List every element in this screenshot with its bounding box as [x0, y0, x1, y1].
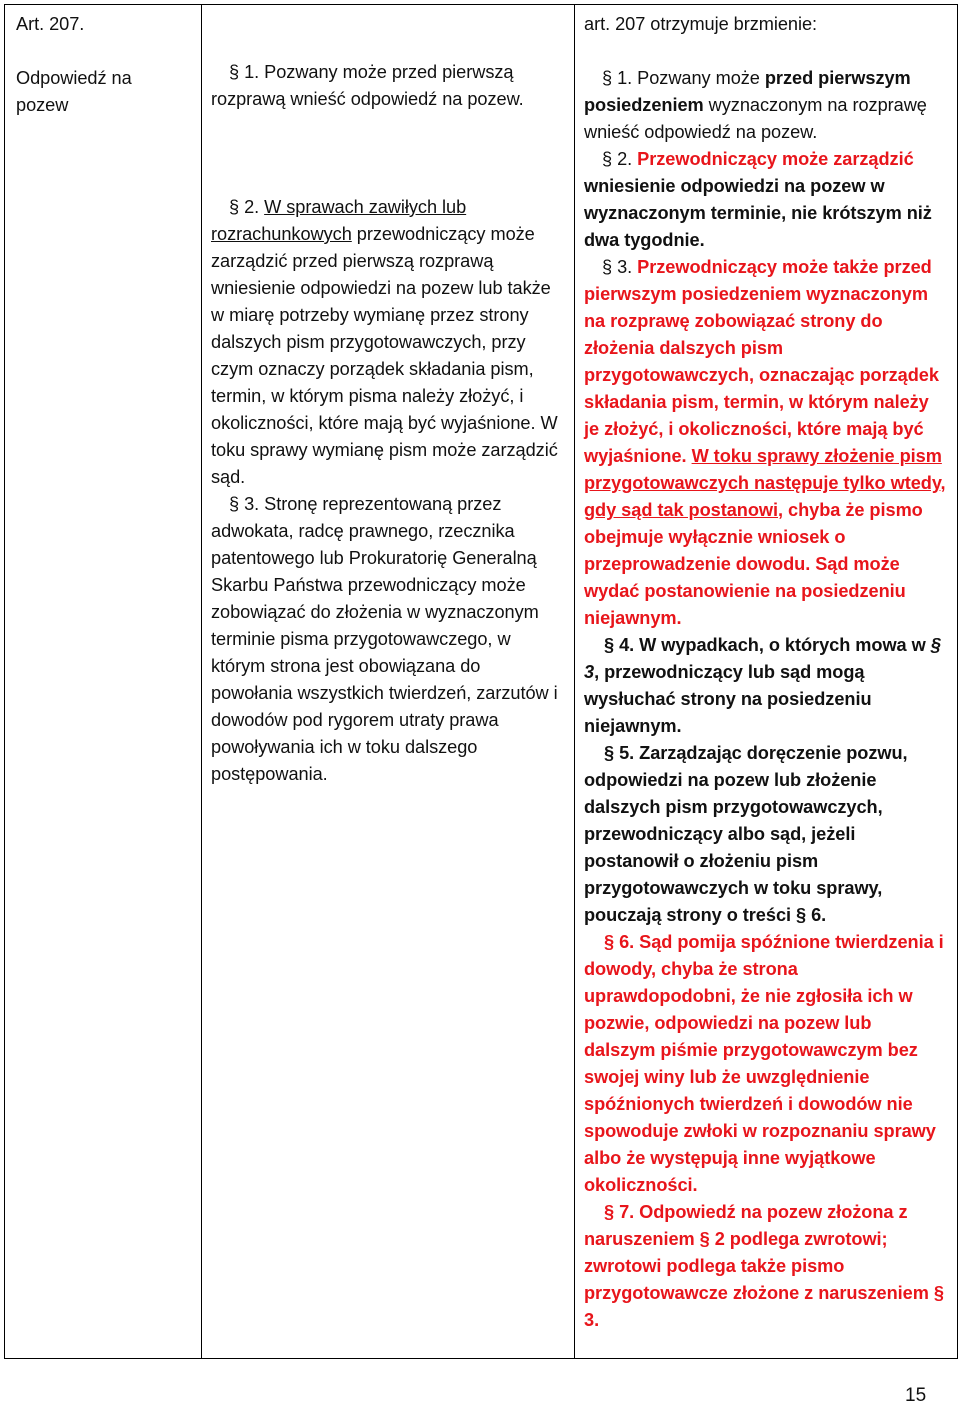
- new-paragraph-3: § 3. Przewodniczący może także przed pierwszym posiedzeniem wyznaczonym na rozprawę zobowiązać strony do złożenia dalszych pism przygotowawczych, oznaczając porządek składania pism, termin, w którym należy je złożyć, i okoliczności, które mają być wyjaśnione. W toku sprawy złożenie pism przygotowawczych następuje tylko wtedy, gdy sąd tak postanowi, chyba że pismo obejmuje wyłącznie wniosek o przeprowadzenie dowodu. Sąd może wydać postanowienie na posiedzeniu niejawnym.: [584, 257, 946, 628]
- new-paragraph-6: § 6. Sąd pomija spóźnione twierdzenia i dowody, chyba że strona uprawdopodobni, że nie zgłosiła ich w pozwie, odpowiedzi na pozew lub dalszym piśmie przygotowawczym bez swojej winy lub że uwzględnienie spóźnionych twierdzeń i dowodów nie spowoduje zwłoki w rozpoznaniu sprawy albo że występują inne wyjątkowe okoliczności.: [584, 932, 944, 1195]
- article-topic: Odpowiedź na pozew: [16, 68, 132, 115]
- amendment-intro: art. 207 otrzymuje brzmienie:: [584, 14, 818, 34]
- new-paragraph-2: § 2. Przewodniczący może zarządzić wniesienie odpowiedzi na pozew w wyznaczonym terminie, nie krótszym niż dwa tygodnie.: [584, 149, 932, 250]
- article-number: Art. 207.: [16, 14, 85, 34]
- article-column: [5, 5, 202, 1359]
- comparison-table: [4, 4, 958, 1359]
- new-paragraph-5: § 5. Zarządzając doręczenie pozwu, odpowiedzi na pozew lub złożenie dalszych pism przygotowawczych, przewodniczący albo sąd, jeżeli postanowił o złożeniu pism przygotowawczych w toku sprawy, pouczają strony o treści § 6.: [584, 743, 908, 925]
- page-number: 15: [905, 1385, 927, 1406]
- new-paragraph-4: § 4. W wypadkach, o których mowa w § 3, przewodniczący lub sąd mogą wysłuchać strony na posiedzeniu niejawnym.: [584, 635, 941, 736]
- new-paragraph-7: § 7. Odpowiedź na pozew złożona z naruszeniem § 2 podlega zwrotowi; zwrotowi podlega także pismo przygotowawcze złożone z naruszeniem § 3.: [584, 1202, 944, 1330]
- current-paragraph-1: § 1. Pozwany może przed pierwszą rozprawą wnieść odpowiedź na pozew.: [211, 62, 524, 109]
- new-paragraph-1: § 1. Pozwany może przed pierwszym posiedzeniem wyznaczonym na rozprawę wnieść odpowiedź na pozew.: [584, 68, 927, 142]
- table-row: [5, 5, 958, 1359]
- current-paragraph-3: § 3. Stronę reprezentowaną przez adwokata, radcę prawnego, rzecznika patentowego lub Prokuratorię Generalną Skarbu Państwa przewodniczący może zobowiązać do złożenia w wyznaczonym terminie pisma przygotowawczego, w którym strona jest obowiązana do powołania wszystkich twierdzeń, zarzutów i dowodów pod rygorem utraty prawa powoływania ich w toku dalszego postępowania.: [211, 494, 558, 784]
- current-text-column: [202, 5, 575, 1359]
- current-paragraph-2: § 2. W sprawach zawiłych lub rozrachunkowych przewodniczący może zarządzić przed pierwszą rozprawą wniesienie odpowiedzi na pozew lub także w miarę potrzeby wymianę przez strony dalszych pism przygotowawczych, przy czym oznaczy porządek składania pism, termin, w którym pisma należy złożyć, i okoliczności, które mają być wyjaśnione. W toku sprawy wymianę pism może zarządzić sąd.: [211, 197, 558, 487]
- new-text-column: [575, 5, 958, 1359]
